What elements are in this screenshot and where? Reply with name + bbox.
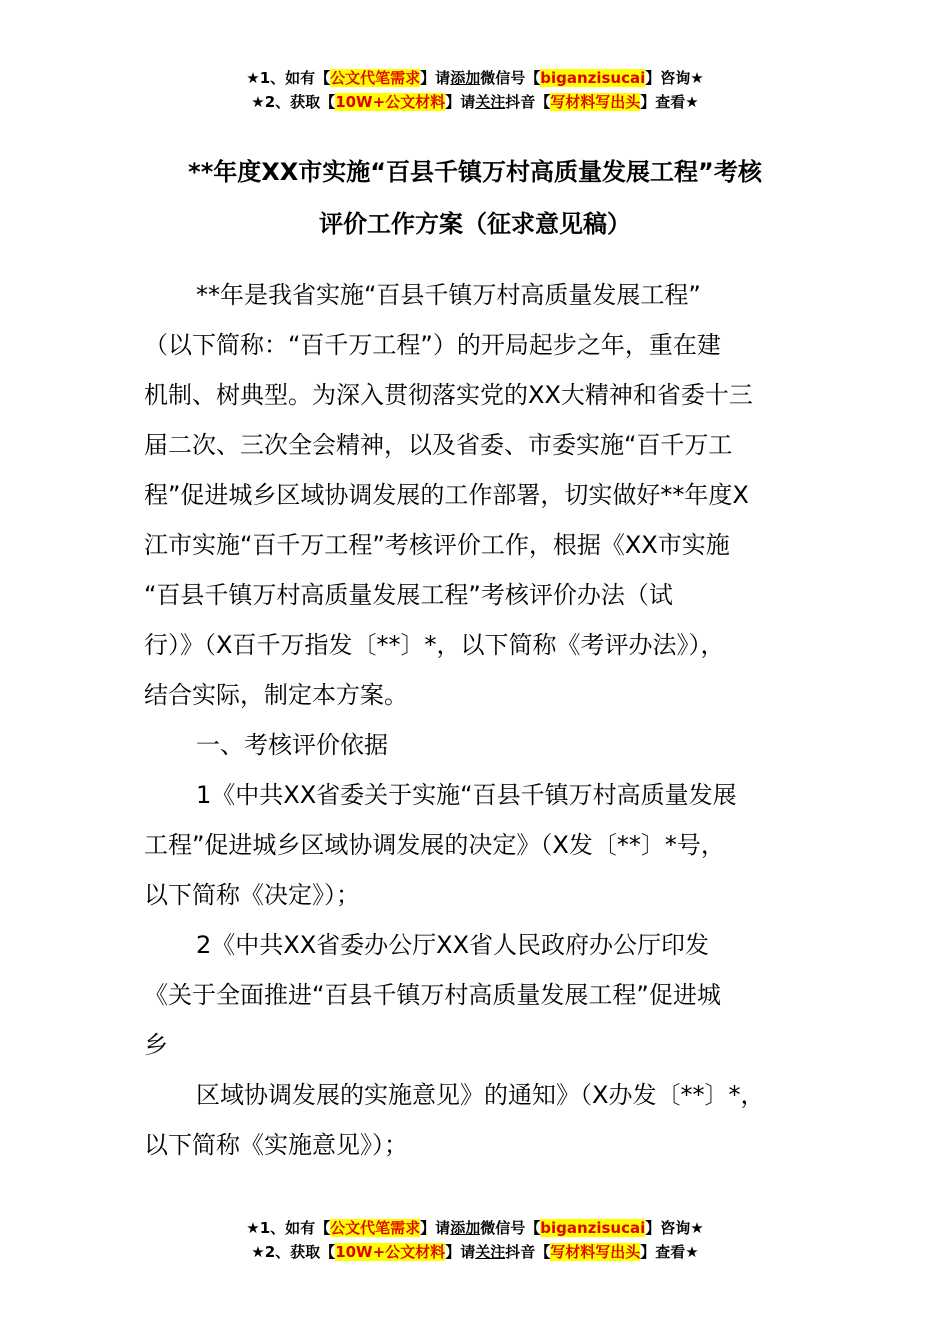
banner-text: 】请 [445,1243,476,1261]
banner-highlight: biganzisucai [540,1219,646,1237]
banner-text: 】咨询★ [645,69,704,87]
body-line: 《关于全面推进“百县千镇万村高质量发展工程”促进城 [144,981,721,1009]
banner-text: ★2、获取【 [251,1243,336,1261]
body-line: （以下简称：“百千万工程”）的开局起步之年，重在建 [144,331,721,359]
banner-text: 】查看★ [640,1243,699,1261]
body-line: 1《中共XX省委关于实施“百县千镇万村高质量发展 [196,781,737,809]
body-line: 区域协调发展的实施意见》的通知》（X办发〔**〕*， [196,1081,765,1109]
banner-text: 】请 [420,1219,451,1237]
body-line: 以下简称《实施意见》）； [144,1131,408,1159]
body-line: 程”促进城乡区域协调发展的工作部署，切实做好**年度X [144,481,749,509]
banner-line-1 [0,66,950,90]
banner-text: 】查看★ [640,93,699,111]
banner-line-1 [0,1216,950,1240]
banner-highlight: 10W+公文材料 [335,1243,446,1261]
banner-highlight: 公文代笔需求 [330,1219,421,1237]
body-line: **年是我省实施“百县千镇万村高质量发展工程” [196,281,701,309]
banner-underline: 添加 [450,1219,481,1237]
body-line: 届二次、三次全会精神，以及省委、市委实施“百千万工 [144,431,733,459]
banner-text: 微信号【 [480,69,541,87]
bottom-banner [0,1216,950,1264]
banner-highlight: 写材料写出头 [550,93,641,111]
banner-line-2 [0,1240,950,1264]
body-line: 2《中共XX省委办公厅XX省人民政府办公厅印发 [196,931,710,959]
banner-highlight: 10W+公文材料 [335,93,446,111]
banner-text: 抖音【 [505,93,551,111]
banner-text: 抖音【 [505,1243,551,1261]
document-title [120,146,830,250]
body-line: 工程”促进城乡区域协调发展的决定》（X发〔**〕*号， [144,831,725,859]
banner-line-2 [0,90,950,114]
banner-text: 】请 [445,93,476,111]
banner-highlight: 写材料写出头 [550,1243,641,1261]
banner-text: 】请 [420,69,451,87]
body-line: 以下简称《决定》）； [144,881,360,909]
top-banner [0,66,950,114]
banner-text: ★1、如有【 [246,1219,331,1237]
banner-underline: 关注 [475,93,506,111]
banner-underline: 添加 [450,69,481,87]
banner-underline: 关注 [475,1243,506,1261]
banner-text: ★1、如有【 [246,69,331,87]
body-line: 行）》（X百千万指发〔**〕*，以下简称《考评办法》）， [144,631,725,659]
title-line-1: **年度XX市实施“百县千镇万村高质量发展工程”考核 [188,158,762,186]
body-line: 江市实施“百千万工程”考核评价工作，根据《XX市实施 [144,531,730,559]
body-line: “百县千镇万村高质量发展工程”考核评价办法（试 [144,581,673,609]
title-line-2: 评价工作方案（征求意见稿） [319,210,631,238]
section-heading: 一、考核评价依据 [196,731,388,759]
banner-text: 】咨询★ [645,1219,704,1237]
document-body [144,270,824,1170]
body-line: 乡 [144,1031,168,1059]
banner-text: ★2、获取【 [251,93,336,111]
banner-highlight: biganzisucai [540,69,646,87]
body-line: 结合实际，制定本方案。 [144,681,408,709]
banner-text: 微信号【 [480,1219,541,1237]
body-line: 机制、树典型。为深入贯彻落实党的XX大精神和省委十三 [144,381,753,409]
banner-highlight: 公文代笔需求 [330,69,421,87]
